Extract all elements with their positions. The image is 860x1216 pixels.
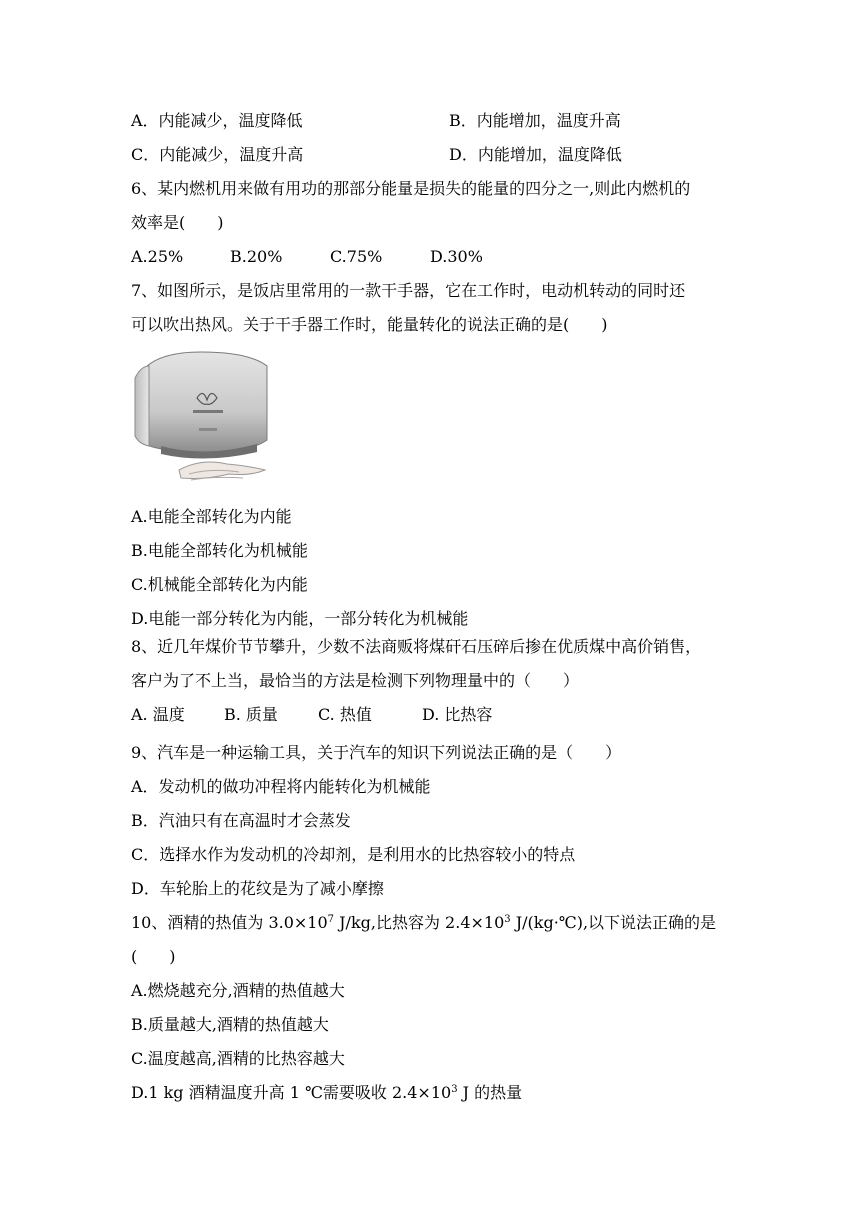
q5-option-c: C．内能减少，温度升高 xyxy=(131,145,304,164)
q10-option-c: C.温度越高,酒精的比热容越大 xyxy=(131,1049,345,1068)
q6-option-a: A.25% xyxy=(131,247,184,266)
q8-stem-line1: 8、近几年煤价节节攀升，少数不法商贩将煤矸石压碎后掺在优质煤中高价销售， xyxy=(131,637,702,656)
q6-option-d: D.30% xyxy=(430,247,483,266)
q7-option-d: D.电能一部分转化为内能，一部分转化为机械能 xyxy=(131,609,469,628)
q7-option-b: B.电能全部转化为机械能 xyxy=(131,541,308,560)
q10-stem-exponent1: 7 xyxy=(327,914,335,925)
q8-option-b: B. 质量 xyxy=(224,705,278,724)
q5-option-d: D．内能增加，温度降低 xyxy=(449,145,622,164)
q6-option-b: B.20% xyxy=(230,247,283,266)
q9-option-d: D．车轮胎上的花纹是为了减小摩擦 xyxy=(131,879,384,898)
q10-option-b: B.质量越大,酒精的热值越大 xyxy=(131,1015,329,1034)
q10-option-a: A.燃烧越充分,酒精的热值越大 xyxy=(131,981,345,1000)
q10-option-d-exponent: 3 xyxy=(451,1084,458,1095)
q6-option-c: C.75% xyxy=(330,247,383,266)
q10-stem-part3: J/(kg·℃),以下说法正确的是 xyxy=(510,913,717,932)
q10-option-d-part2: J 的热量 xyxy=(457,1083,523,1102)
q10-option-d-part1: D.1 kg 酒精温度升高 1 ℃需要吸收 2.4×10 xyxy=(131,1083,452,1102)
q7-option-c: C.机械能全部转化为内能 xyxy=(131,575,308,594)
q10-stem-line1 xyxy=(131,912,716,934)
q8-option-c: C. 热值 xyxy=(318,705,372,724)
q9-stem: 9、汽车是一种运输工具，关于汽车的知识下列说法正确的是（ ） xyxy=(131,743,622,762)
q10-stem-part2: J/kg,比热容为 2.4×10 xyxy=(334,913,505,932)
q10-stem-line2: ( ) xyxy=(131,947,176,966)
q10-stem-exponent2: 3 xyxy=(504,914,511,925)
q5-option-a: A．内能减少，温度降低 xyxy=(131,111,303,130)
q8-option-d: D. 比热容 xyxy=(422,705,493,724)
q7-stem-line2: 可以吹出热风。关于干手器工作时，能量转化的说法正确的是( ) xyxy=(131,315,608,334)
q7-option-a: A.电能全部转化为内能 xyxy=(131,507,292,526)
q5-option-b: B．内能增加，温度升高 xyxy=(449,111,621,130)
q6-stem-line2: 效率是( ) xyxy=(131,213,224,232)
q8-stem-line2: 客户为了不上当，最恰当的方法是检测下列物理量中的（ ） xyxy=(131,671,580,690)
q9-option-a: A．发动机的做功冲程将内能转化为机械能 xyxy=(131,777,431,796)
q9-option-b: B．汽油只有在高温时才会蒸发 xyxy=(131,811,351,830)
hand-dryer-image xyxy=(131,348,279,490)
q7-stem-line1: 7、如图所示，是饭店里常用的一款干手器，它在工作时，电动机转动的同时还 xyxy=(131,281,686,300)
q10-option-d xyxy=(131,1082,522,1104)
q8-option-a: A. 温度 xyxy=(131,705,185,724)
q9-option-c: C．选择水作为发动机的冷却剂，是利用水的比热容较小的特点 xyxy=(131,845,576,864)
q10-stem-part1: 10、酒精的热值为 3.0×10 xyxy=(131,913,328,932)
q6-stem-line1: 6、某内燃机用来做有用功的那部分能量是损失的能量的四分之一,则此内燃机的 xyxy=(131,179,691,198)
